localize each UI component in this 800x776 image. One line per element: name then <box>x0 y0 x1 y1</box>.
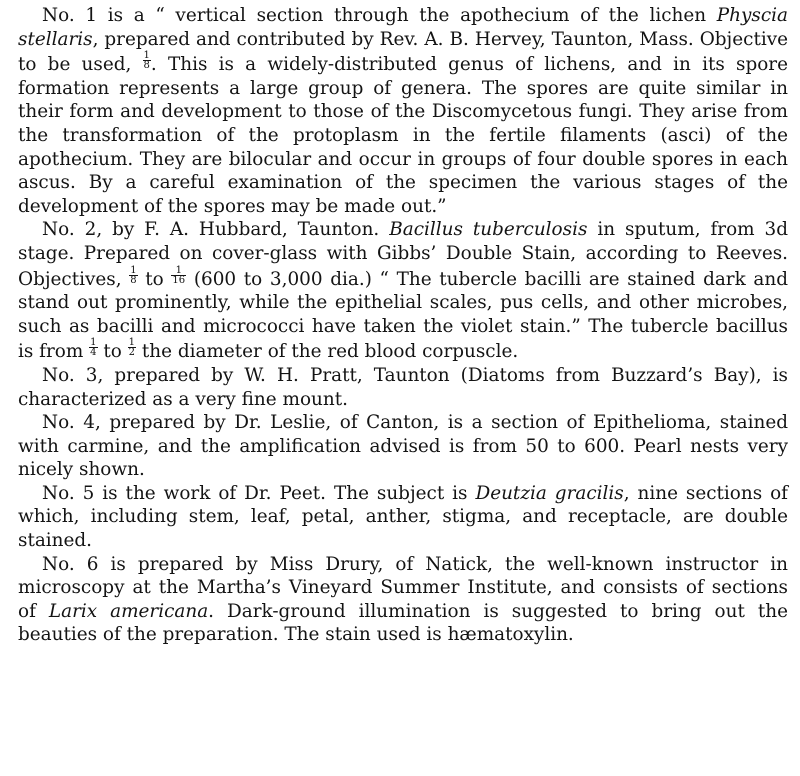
italic-term: Physcia stellaris <box>18 5 788 50</box>
text-run: No. 3, prepared by W. H. Pratt, Taunton (Diatoms from Buzzard’s Bay), is characterized as a very fine mount. <box>18 364 788 410</box>
paragraph-2 <box>18 218 788 364</box>
paragraph-4 <box>18 411 788 482</box>
fraction-denominator: 16 <box>172 274 186 286</box>
text-run: No. 5 is the work of Dr. Peet. The subject is <box>42 482 476 504</box>
fraction-numerator: 1 <box>128 337 136 349</box>
text-run: to <box>97 341 128 363</box>
italic-term: Deutzia gracilis <box>475 482 624 504</box>
fraction-numerator: 1 <box>90 337 97 349</box>
text-run: No. 6 is prepared by Miss Drury, of Natick, the well-known instructor in microscopy at the Martha’s Vineyard Summer Institute, and consists of sections of <box>18 553 788 622</box>
fraction-denominator: 8 <box>143 60 150 72</box>
fraction <box>128 338 136 357</box>
text-run: in sputum, from 3d stage. Prepared on cover-glass with Gibbs’ Double Stain, according to Reeves. Objectives, <box>18 219 789 290</box>
fraction-numerator: 1 <box>143 50 150 62</box>
fraction <box>171 266 186 285</box>
text-run: the diameter of the red blood corpuscle. <box>136 341 519 363</box>
text-run: . Dark-ground illumination is suggested to bring out the beauties of the preparation. The stain used is hæmatoxylin. <box>18 600 788 646</box>
text-run: . This is a widely-distributed genus of lichens, and in its spore formation represents a large group of genera. The spores are quite similar in their form and development to those of the Discomycetous fungi. They arise from the transformation of the protoplasm in the fertile filaments (asci) of the apothecium. They are bilocular and occur in groups of four double spores in each ascus. By a careful examination of the specimen the various stages of the development of the spores may be made out.” <box>18 54 788 217</box>
text-run: No. 1 is a “ vertical section through the apothecium of the lichen <box>42 5 717 26</box>
text-run: No. 2, by F. A. Hubbard, Taunton. <box>42 219 390 241</box>
italic-term: Bacillus tuberculosis <box>389 219 588 241</box>
paragraph-5 <box>18 482 788 553</box>
paragraph-6 <box>18 553 788 647</box>
fraction <box>143 51 151 70</box>
text-run: , nine sections of which, including stem, leaf, petal, anther, stigma, and receptacle, are double stained. <box>18 482 788 552</box>
text-run: , prepared and contributed by Rev. A. B. Hervey, Taunton, Mass. Objective to be used, <box>18 28 788 76</box>
fraction-denominator: 2 <box>128 347 136 359</box>
fraction-numerator: 1 <box>171 266 186 276</box>
text-run: No. 4, prepared by Dr. Leslie, of Canton, is a section of Epithelioma, stained with carmine, and the amplification advised is from 50 to 600. Pearl nests very nicely shown. <box>18 412 788 481</box>
paragraph-3 <box>18 364 788 411</box>
fraction <box>89 338 97 357</box>
text-run: to <box>137 268 172 290</box>
fraction-denominator: 4 <box>90 347 97 359</box>
paragraph-1 <box>18 4 788 218</box>
italic-term: Larix americana <box>48 600 209 622</box>
fraction-denominator: 8 <box>130 274 137 286</box>
fraction-numerator: 1 <box>130 264 137 276</box>
text-run: (600 to 3,000 dia.) “ The tubercle bacilli are stained dark and stand out prominently, while the epithelial scales, pus cells, and other microbes, such as bacilli and micrococci have taken the violet stain.” The tubercle bacillus is from <box>18 268 788 363</box>
fraction <box>129 266 137 285</box>
